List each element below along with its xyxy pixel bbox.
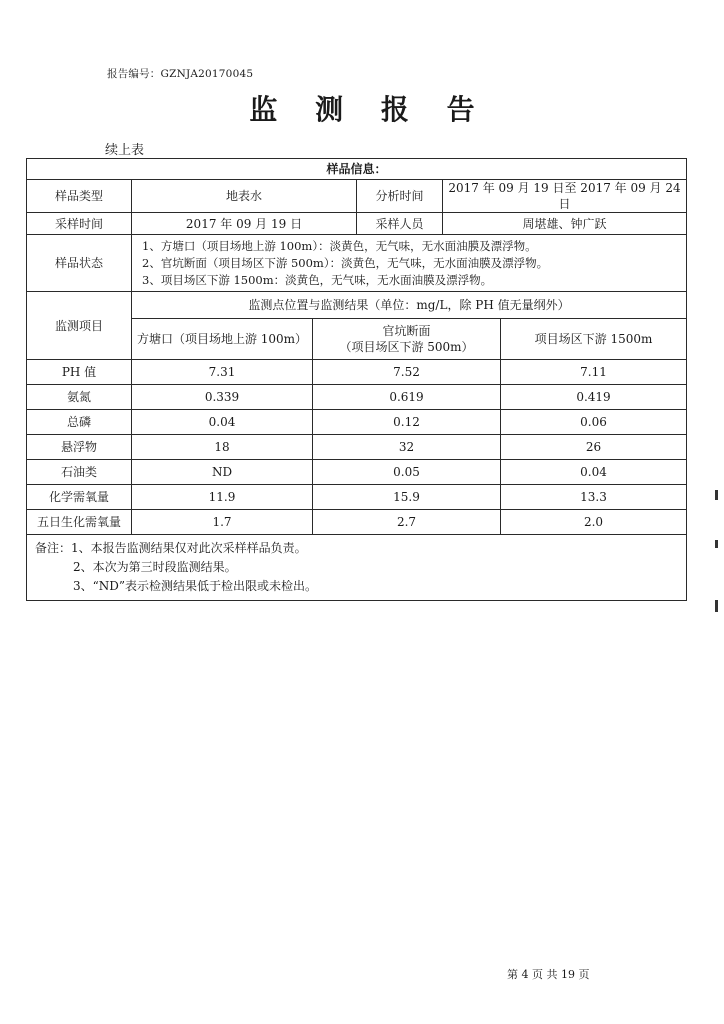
title-char: 监 — [249, 93, 278, 126]
column-header-site-2-line1: 官坑断面 — [382, 324, 431, 338]
item-name: 五日生化需氧量 — [27, 510, 132, 535]
cell-value: 2.7 — [313, 510, 501, 535]
monitoring-table — [26, 158, 687, 601]
cell-value: 15.9 — [313, 485, 501, 510]
title-char: 报 — [380, 93, 409, 126]
sample-status-row — [27, 235, 687, 292]
title-char: 告 — [446, 93, 475, 126]
scan-edge-mark — [715, 490, 718, 500]
cell-value: 18 — [132, 435, 313, 460]
column-header-site-2 — [313, 319, 501, 360]
notes-row — [27, 535, 687, 601]
cell-value: 0.619 — [313, 385, 501, 410]
cell-value: 0.04 — [132, 410, 313, 435]
status-line: 2、官坑断面（项目场区下游 500m）：淡黄色，无气味，无水面油膜及漂浮物。 — [142, 255, 549, 270]
sample-status-value — [132, 235, 687, 292]
table-row — [27, 460, 687, 485]
cell-value: ND — [132, 460, 313, 485]
sample-info-header — [27, 159, 687, 180]
scan-edge-mark — [715, 540, 718, 548]
note-line: 2、本次为第三时段监测结果。 — [73, 560, 237, 574]
sampler-value: 周堪雄、钟广跃 — [443, 213, 687, 235]
note-line: 3、“ND”表示检测结果低于检出限或未检出。 — [73, 579, 318, 593]
page-title — [0, 88, 724, 128]
sample-status-label: 样品状态 — [27, 235, 132, 292]
notes — [27, 535, 687, 601]
item-name: 化学需氧量 — [27, 485, 132, 510]
cell-value: 0.05 — [313, 460, 501, 485]
note-line: 备注：1、本报告监测结果仅对此次采样样品负责。 — [35, 541, 307, 555]
column-header-site-1: 方塘口（项目场地上游 100m） — [132, 319, 313, 360]
table-row — [27, 410, 687, 435]
sampling-row — [27, 213, 687, 235]
analysis-time-value: 2017 年 09 月 19 日至 2017 年 09 月 24 日 — [443, 180, 687, 213]
column-header-site-3: 项目场区下游 1500m — [501, 319, 687, 360]
item-name: PH 值 — [27, 360, 132, 385]
analysis-time-label: 分析时间 — [357, 180, 443, 213]
table-row — [27, 435, 687, 460]
cell-value: 13.3 — [501, 485, 687, 510]
table-row — [27, 485, 687, 510]
status-line: 1、方塘口（项目场地上游 100m）：淡黄色，无气味，无水面油膜及漂浮物。 — [142, 238, 537, 253]
cell-value: 0.06 — [501, 410, 687, 435]
cell-value: 2.0 — [501, 510, 687, 535]
cell-value: 7.52 — [313, 360, 501, 385]
cell-value: 0.04 — [501, 460, 687, 485]
cell-value: 26 — [501, 435, 687, 460]
sample-type-row — [27, 180, 687, 213]
cell-value: 7.11 — [501, 360, 687, 385]
cell-value: 0.419 — [501, 385, 687, 410]
scan-edge-mark — [715, 600, 718, 612]
report-number: 报告编号：GZNJA20170045 — [107, 68, 254, 80]
sampling-time-value: 2017 年 09 月 19 日 — [132, 213, 357, 235]
sampler-label: 采样人员 — [357, 213, 443, 235]
cell-value: 1.7 — [132, 510, 313, 535]
column-header-site-2-line2: （项目场区下游 500m） — [339, 340, 474, 354]
cell-value: 32 — [313, 435, 501, 460]
item-name: 悬浮物 — [27, 435, 132, 460]
status-line: 3、项目场区下游 1500m：淡黄色，无气味，无水面油膜及漂浮物。 — [142, 272, 493, 287]
cell-value: 0.12 — [313, 410, 501, 435]
table-row — [27, 510, 687, 535]
cell-value: 0.339 — [132, 385, 313, 410]
monitoring-item-header: 监测项目 — [27, 292, 132, 360]
page-number: 第 4 页 共 19 页 — [507, 968, 590, 981]
table-row — [27, 360, 687, 385]
cell-value: 11.9 — [132, 485, 313, 510]
item-name: 总磷 — [27, 410, 132, 435]
continued-label: 续上表 — [105, 143, 145, 158]
sample-type-value: 地表水 — [132, 180, 357, 213]
cell-value: 7.31 — [132, 360, 313, 385]
title-char: 测 — [315, 93, 344, 126]
sample-info-label: 样品信息： — [27, 159, 687, 180]
item-name: 石油类 — [27, 460, 132, 485]
results-caption-row — [27, 292, 687, 319]
table-row — [27, 385, 687, 410]
sampling-time-label: 采样时间 — [27, 213, 132, 235]
sample-type-label: 样品类型 — [27, 180, 132, 213]
results-caption: 监测点位置与监测结果（单位：mg/L，除 PH 值无量纲外） — [132, 292, 687, 319]
item-name: 氨氮 — [27, 385, 132, 410]
